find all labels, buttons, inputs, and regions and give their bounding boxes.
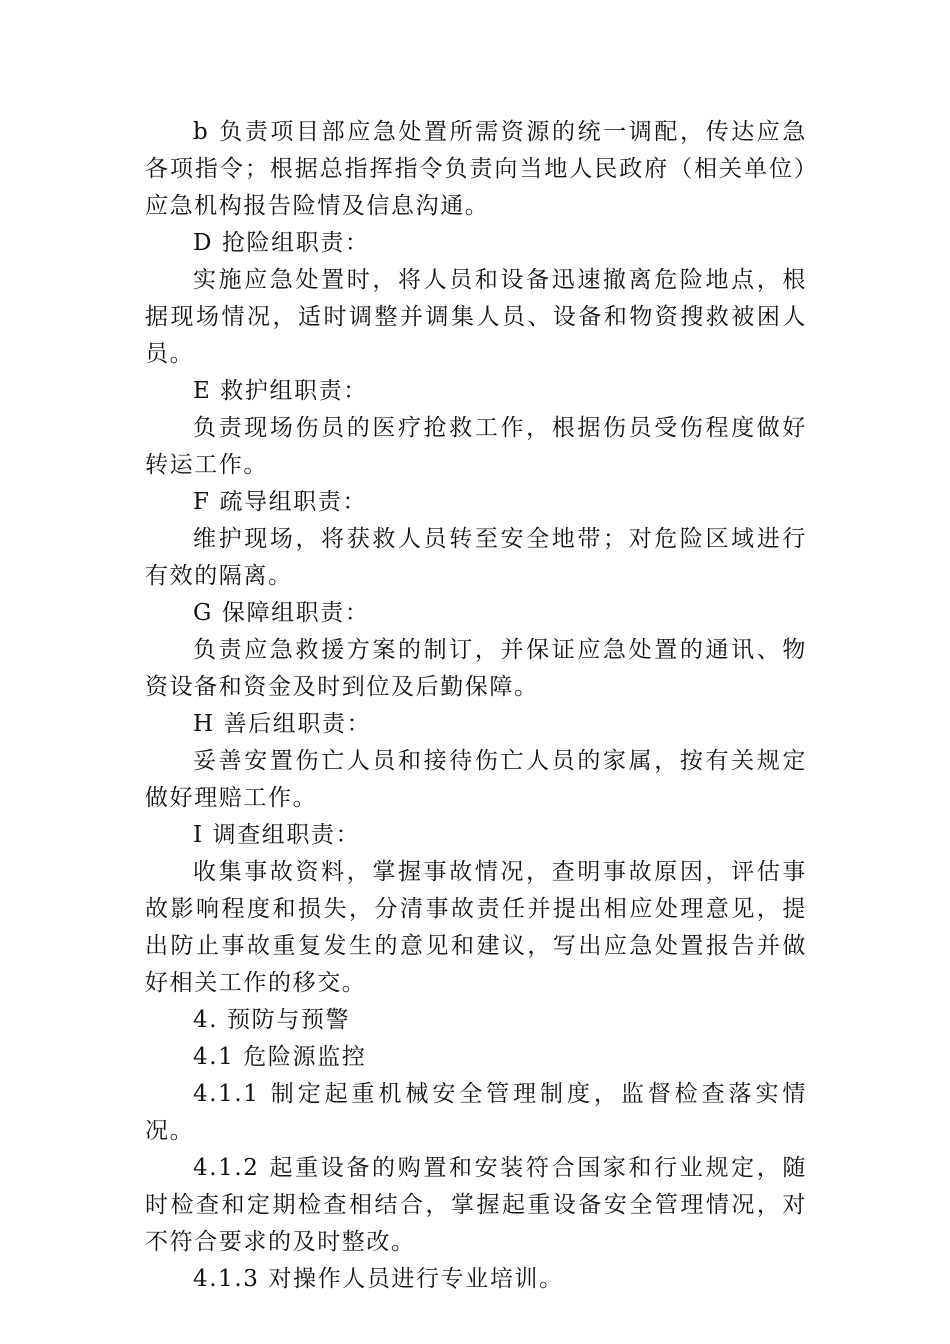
paragraph-command-duties: b 负责项目部应急处置所需资源的统一调配，传达应急各项指令；根据总指挥指令负责向当地人民政府（相关单位）应急机构报告险情及信息沟通。 [145, 119, 807, 219]
paragraph-medical-duties: 负责现场伤员的医疗抢救工作，根据伤员受伤程度做好转运工作。 [145, 415, 807, 478]
heading-section-4-1: 4.1 危险源监控 [193, 1044, 367, 1070]
document-page [145, 114, 807, 1298]
heading-aftermath-group: H 善后组职责： [193, 711, 372, 737]
heading-section-4: 4. 预防与预警 [193, 1007, 351, 1033]
heading-evacuation-group: F 疏导组职责： [193, 489, 368, 515]
heading-medical-group: E 救护组职责： [193, 378, 368, 404]
paragraph-4-1-2: 4.1.2 起重设备的购置和安装符合国家和行业规定，随时检查和定期检查相结合，掌握起重设备安全管理情况，对不符合要求的及时整改。 [145, 1155, 807, 1255]
paragraph-evacuation-duties: 维护现场，将获救人员转至安全地带；对危险区域进行有效的隔离。 [145, 526, 807, 589]
paragraph-4-1-3: 4.1.3 对操作人员进行专业培训。 [193, 1266, 564, 1292]
paragraph-aftermath-duties: 妥善安置伤亡人员和接待伤亡人员的家属，按有关规定做好理赔工作。 [145, 748, 807, 811]
heading-rescue-group: D 抢险组职责： [193, 230, 370, 256]
heading-support-group: G 保障组职责： [193, 600, 370, 626]
paragraph-support-duties: 负责应急救援方案的制订，并保证应急处置的通讯、物资设备和资金及时到位及后勤保障。 [145, 637, 807, 700]
paragraph-investigation-duties: 收集事故资料，掌握事故情况，查明事故原因，评估事故影响程度和损失，分清事故责任并提出相应处理意见，提出防止事故重复发生的意见和建议，写出应急处置报告并做好相关工作的移交。 [145, 859, 807, 996]
paragraph-4-1-1: 4.1.1 制定起重机械安全管理制度，监督检查落实情况。 [145, 1081, 807, 1144]
paragraph-rescue-duties: 实施应急处置时，将人员和设备迅速撤离危险地点，根据现场情况，适时调整并调集人员、设备和物资搜救被困人员。 [145, 267, 807, 367]
heading-investigation-group: I 调查组职责： [193, 822, 361, 848]
